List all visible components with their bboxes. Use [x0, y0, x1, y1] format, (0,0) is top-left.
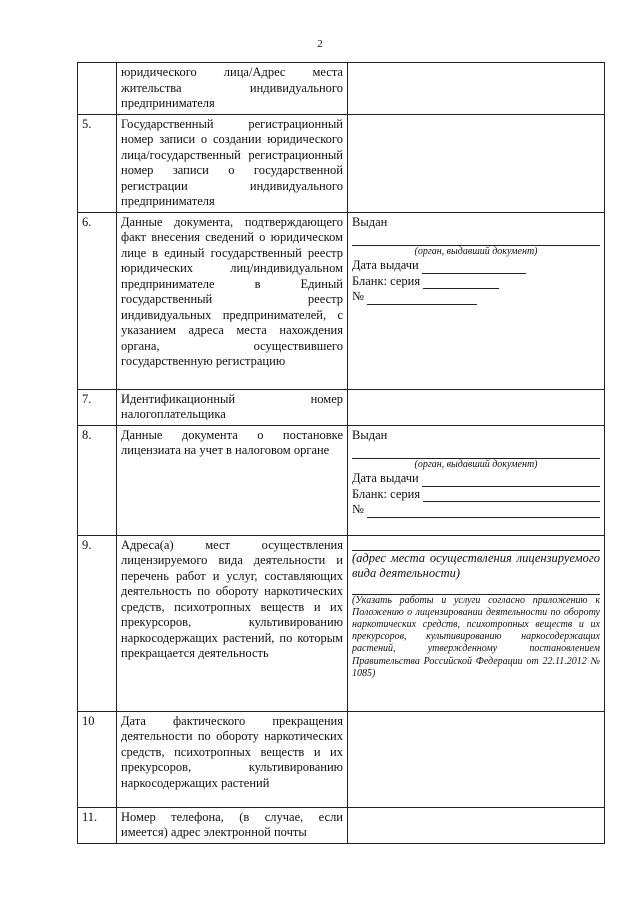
- row-label: Идентификационный номер налогоплательщика: [117, 389, 348, 425]
- row-label: Дата фактического прекращения деятельности по обороту наркотических средств, психотропных веществ и их прекурсоров, культивированию наркосодержащих растений: [117, 711, 348, 807]
- issue-date-input[interactable]: [422, 475, 600, 487]
- registration-document-cell: [348, 212, 605, 389]
- issue-date-label: Дата выдачи: [352, 258, 419, 272]
- row-number: 7.: [78, 389, 117, 425]
- issued-label: Выдан: [352, 214, 388, 229]
- row-number: 11.: [78, 807, 117, 843]
- activity-address-cell: [348, 535, 605, 711]
- row-number: 10: [78, 711, 117, 807]
- number-label: №: [352, 289, 364, 303]
- issued-label: Выдан: [352, 427, 388, 442]
- series-field[interactable]: [352, 487, 600, 503]
- table-row: [78, 389, 605, 425]
- row-label: юридического лица/Адрес места жительства индивидуального предпринимателя: [117, 63, 348, 115]
- row-label: Государственный регистрационный номер записи о создании юридического лица/государственный регистрационный номер записи о государственной регистрации индивидуального предпринимателя: [117, 114, 348, 212]
- table-row: [78, 425, 605, 535]
- table-row: [78, 63, 605, 115]
- row-value-field[interactable]: [348, 63, 605, 115]
- row-number: [78, 63, 117, 115]
- row-value-field[interactable]: [348, 711, 605, 807]
- issue-date-field[interactable]: [352, 258, 600, 274]
- works-line[interactable]: [352, 582, 600, 595]
- number-input[interactable]: [367, 293, 477, 305]
- tax-document-cell: [348, 425, 605, 535]
- series-label: Бланк: серия: [352, 273, 421, 288]
- table-row: [78, 807, 605, 843]
- license-form-table: [77, 62, 605, 844]
- row-number: 5.: [78, 114, 117, 212]
- series-label: Бланк: серия: [352, 486, 421, 501]
- row-number: 8.: [78, 425, 117, 535]
- row-label: Номер телефона, (в случае, если имеется) адрес электронной почты: [117, 807, 348, 843]
- table-row: [78, 114, 605, 212]
- issuer-line[interactable]: [352, 230, 600, 246]
- issuer-line[interactable]: [352, 443, 600, 459]
- issue-date-label: Дата выдачи: [352, 471, 419, 485]
- page-number: 2: [317, 38, 323, 50]
- issue-date-field[interactable]: [352, 471, 600, 487]
- table-row: [78, 711, 605, 807]
- row-label: Данные документа, подтверждающего факт внесения сведений о юридическом лице в единый государственный реестр юридических лиц/индивидуальном предпринимателе в Единый государственный реестр индивидуальных предпринимателей, с указанием адреса места нахождения органа, осуществившего государственную регистрацию: [117, 212, 348, 389]
- issuer-caption: (орган, выдавший документ): [414, 246, 538, 257]
- series-field[interactable]: [352, 274, 600, 290]
- number-input[interactable]: [367, 506, 600, 518]
- row-label: Данные документа о постановке лицензиата на учет в налоговом органе: [117, 425, 348, 535]
- series-input[interactable]: [423, 277, 499, 289]
- number-field[interactable]: [352, 502, 600, 518]
- activity-address-line[interactable]: [352, 538, 600, 551]
- row-value-field[interactable]: [348, 114, 605, 212]
- row-label: Адреса(а) мест осуществления лицензируемого вида деятельности и перечень работ и услуг, составляющих деятельность по обороту наркотических средств, психотропных веществ и их прекурсоров, культивированию наркосодержащих растений, по которым прекращается деятельность: [117, 535, 348, 711]
- row-value-field[interactable]: [348, 807, 605, 843]
- table-row: [78, 535, 605, 711]
- works-caption: (Указать работы и услуги согласно приложению к Положению о лицензировании деятельности по обороту наркотических средств, психотропных веществ и их прекурсоров, культивированию наркосодержащих растений, утвержденному постановлением Правительства Российской Федерации от 22.11.2012 № 1085): [352, 594, 600, 679]
- number-label: №: [352, 502, 364, 516]
- series-input[interactable]: [423, 490, 600, 502]
- issue-date-input[interactable]: [422, 262, 526, 274]
- table-row: [78, 212, 605, 389]
- issuer-caption: (орган, выдавший документ): [414, 459, 538, 470]
- row-number: 9.: [78, 535, 117, 711]
- row-number: 6.: [78, 212, 117, 389]
- row-value-field[interactable]: [348, 389, 605, 425]
- number-field[interactable]: [352, 289, 600, 305]
- activity-address-caption: (адрес места осуществления лицензируемого вида деятельности): [352, 550, 600, 580]
